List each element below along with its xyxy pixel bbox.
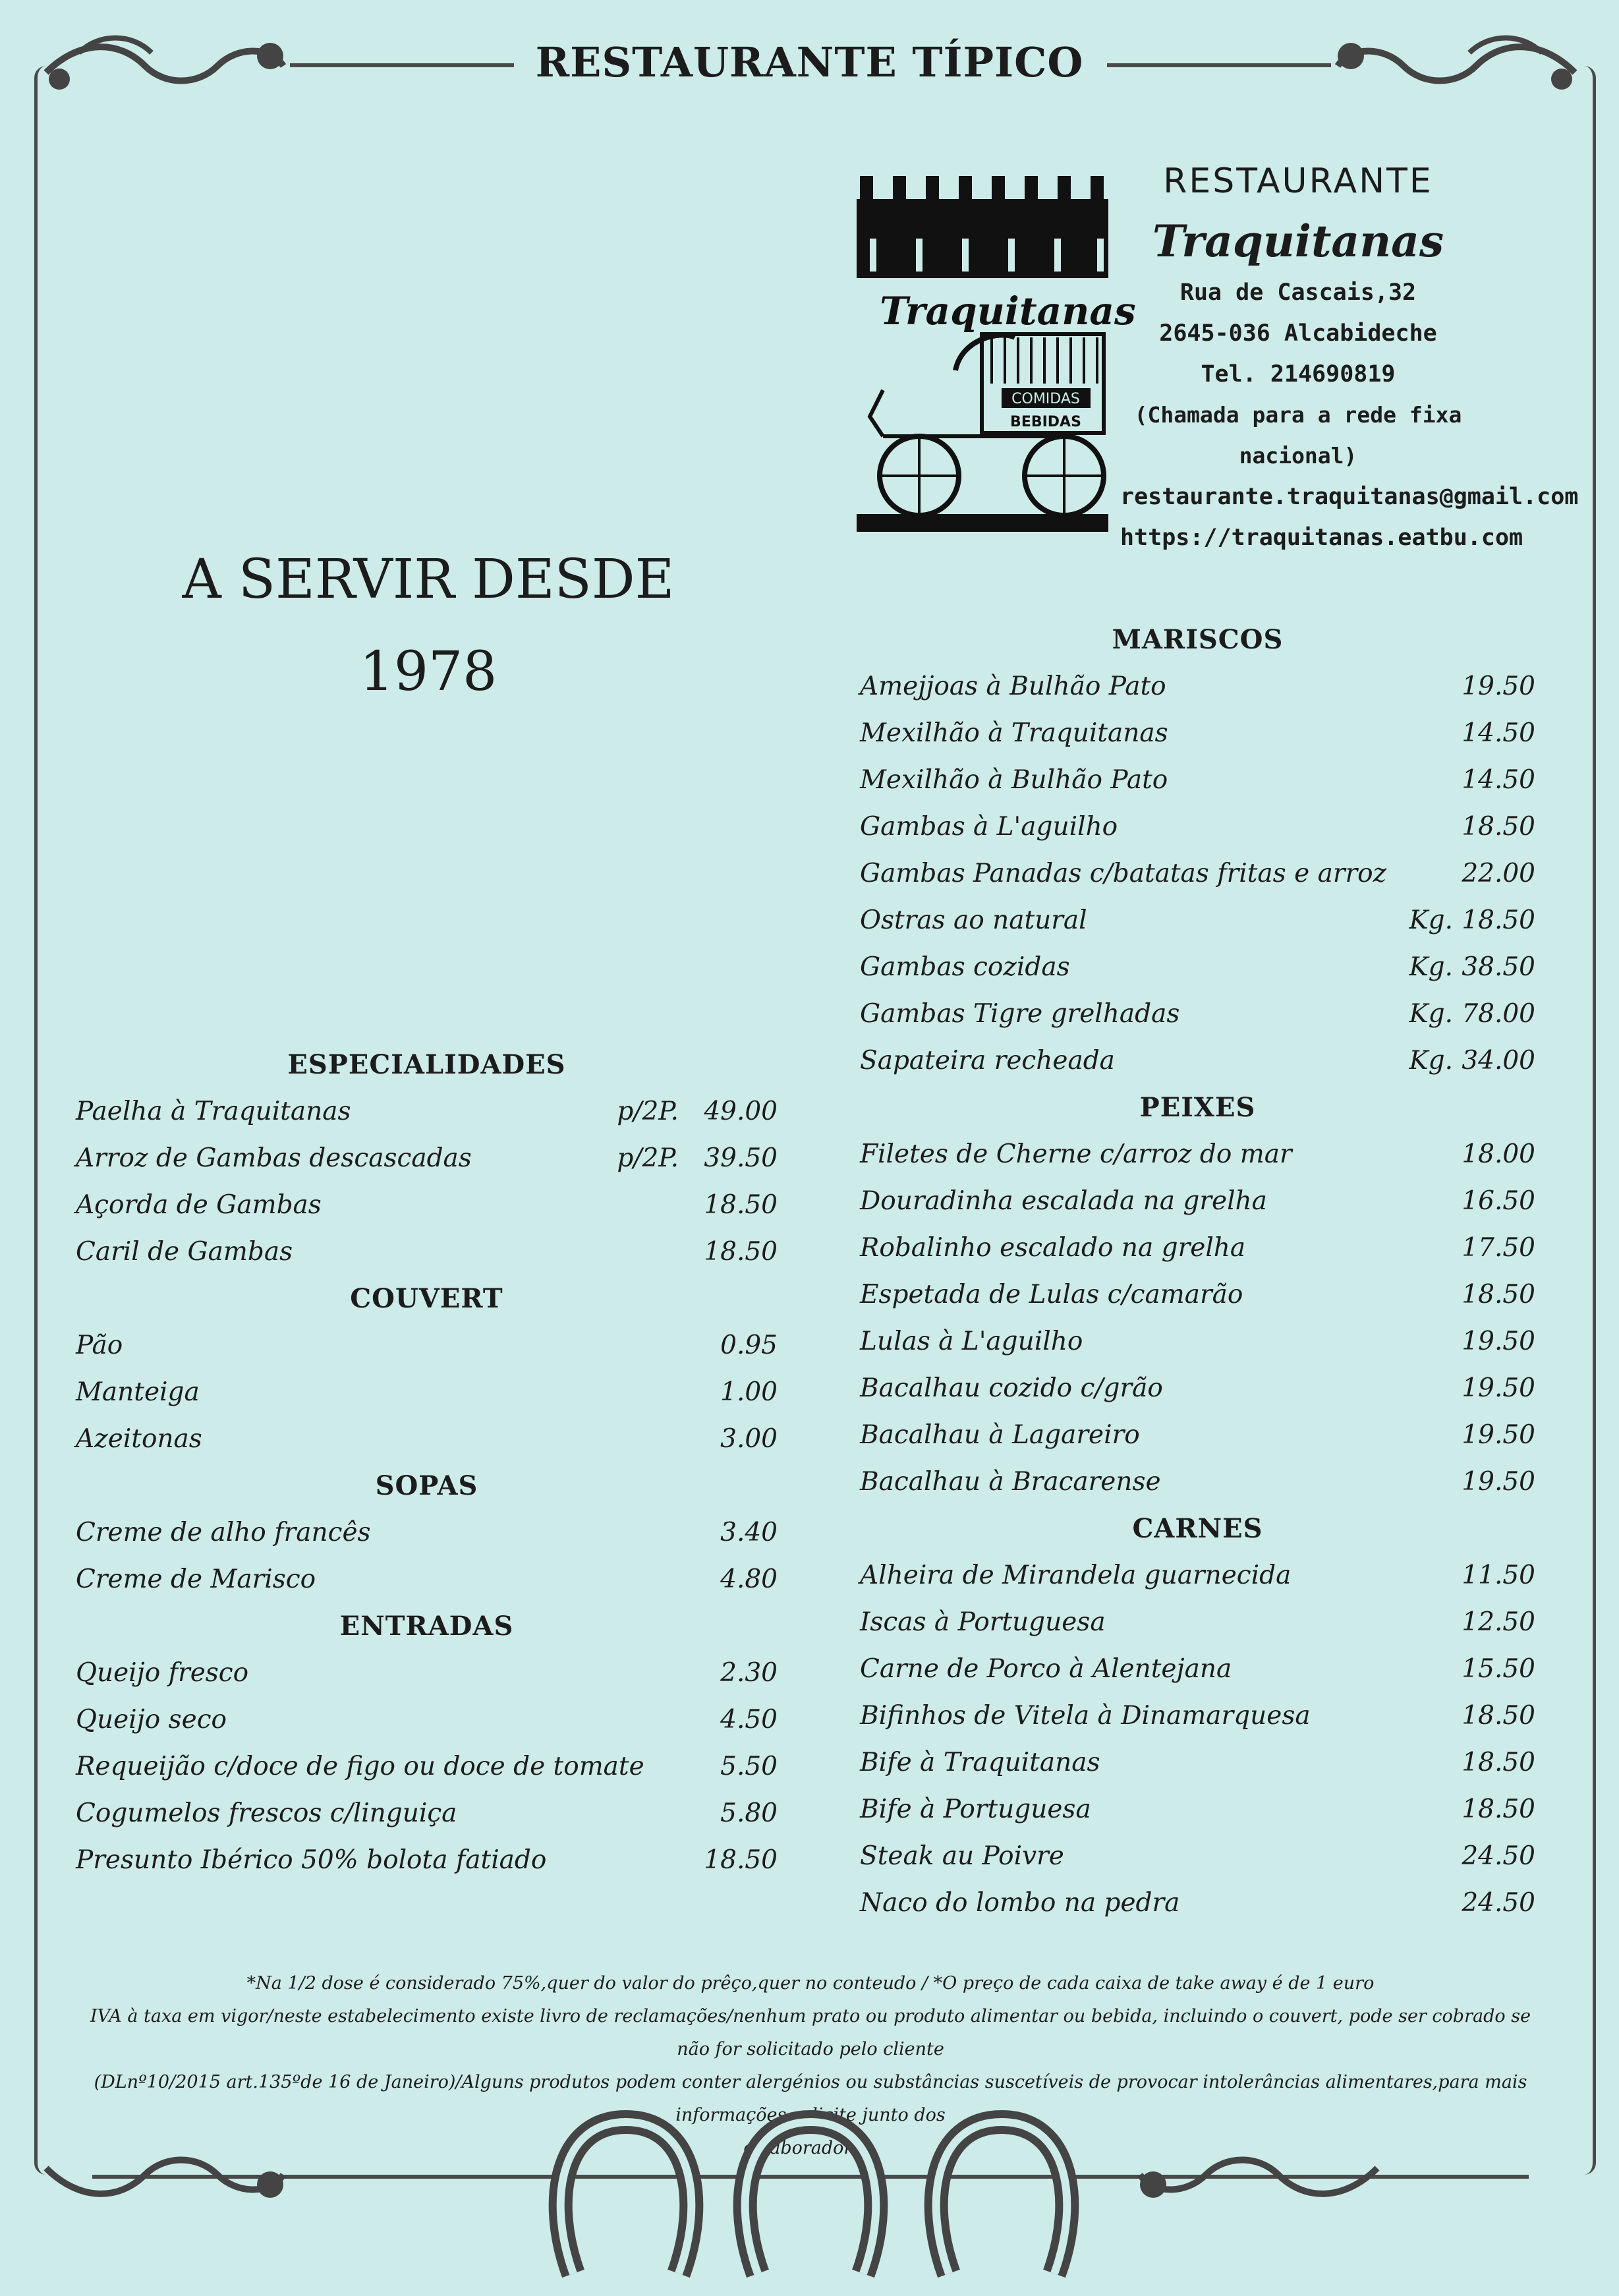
menu-item-name: Gambas à L'aguilho [860, 812, 1118, 842]
menu-item-name: Filetes de Cherne c/arroz do mar [860, 1139, 1292, 1169]
menu-item [860, 1880, 1535, 1926]
horseshoe-icon [923, 2102, 1081, 2280]
menu-item-price: 18.50 [1462, 812, 1535, 842]
menu-item [76, 1369, 778, 1416]
menu-item [860, 1599, 1535, 1646]
menu-item-name: Azeitonas [76, 1424, 202, 1454]
menu-item-name: Bacalhau à Bracarense [860, 1467, 1161, 1497]
menu-item-price: 18.50 [704, 1237, 778, 1267]
menu-item-name: Bife à Traquitanas [860, 1748, 1100, 1777]
menu-item-name: Creme de Marisco [76, 1564, 316, 1594]
menu-column-right [860, 616, 1535, 1926]
restaurant-logo-cart-icon [857, 173, 1136, 532]
menu-item-price: 19.50 [1462, 1373, 1535, 1403]
menu-item-price: 19.50 [1462, 1467, 1535, 1497]
menu-item [76, 1556, 778, 1603]
menu-item-price: 18.50 [1462, 905, 1535, 935]
menu-item-name: Açorda de Gambas [76, 1190, 322, 1220]
address-postcode: 2645-036 Alcabideche [1159, 320, 1437, 347]
menu-item-name: Mexilhão à Traquitanas [860, 718, 1168, 748]
menu-item-name: Manteiga [76, 1377, 200, 1407]
menu-item [860, 1037, 1535, 1084]
menu-item-price: 18.50 [704, 1190, 778, 1220]
menu-item-name: Bifinhos de Vitela à Dinamarquesa [860, 1701, 1311, 1731]
footer-line: *Na 1/2 dose é considerado 75%,quer do valor do prêço,quer no conteudo / *O preço de cada caixa de take away é de 1 euro [246, 1973, 1375, 1994]
menu-item-name: Gambas Tigre grelhadas [860, 999, 1180, 1029]
menu-item-name: Queijo seco [76, 1705, 227, 1735]
menu-item [860, 1786, 1535, 1833]
menu-item-price: 14.50 [1462, 765, 1535, 795]
section-title: SOPAS [375, 1470, 478, 1501]
logo-sign-text: Traquitanas [880, 289, 1136, 333]
serving-since [132, 534, 725, 718]
footer-line: colaboradores. [743, 2138, 878, 2158]
menu-item-name: Espetada de Lulas c/camarão [860, 1280, 1243, 1309]
menu-item [860, 1131, 1535, 1178]
menu-item-price: 3.40 [720, 1518, 778, 1547]
menu-item-price: 18.00 [1462, 1139, 1535, 1169]
footer-line: (DLnº10/2015 art.135ºde 16 de Janeiro)/Alguns produtos podem conter alergénios ou substâncias suscetíveis de provocar intolerâncias alimentares,para mais informações solicite junto dos [94, 2072, 1527, 2125]
menu-item [76, 1182, 778, 1228]
menu-item [76, 1743, 778, 1790]
menu-item [76, 1322, 778, 1369]
menu-item-name: Mexilhão à Bulhão Pato [860, 765, 1168, 795]
menu-item [860, 850, 1535, 897]
menu-item [860, 1552, 1535, 1599]
menu-item-name: Iscas à Portuguesa [860, 1607, 1106, 1637]
page-title: RESTAURANTE TÍPICO [535, 38, 1084, 86]
menu-item-unit: p/2P. [617, 1097, 679, 1126]
menu-item [860, 990, 1535, 1037]
menu-item-price: 19.50 [1462, 1420, 1535, 1450]
menu-item [860, 710, 1535, 757]
menu-item-unit: Kg. [1409, 905, 1453, 935]
restaurant-info [1120, 161, 1579, 558]
menu-item [860, 1458, 1535, 1505]
menu-item-price: 5.80 [720, 1798, 778, 1828]
menu-item-name: Steak au Poivre [860, 1841, 1064, 1871]
menu-item-price: 18.50 [1462, 1280, 1535, 1309]
menu-item-price: 5.50 [720, 1752, 778, 1781]
menu-item [76, 1509, 778, 1556]
menu-item-price: 49.00 [704, 1097, 778, 1126]
menu-item [76, 1135, 778, 1182]
menu-item [860, 1833, 1535, 1880]
menu-item-price: 12.50 [1462, 1607, 1535, 1637]
horseshoe-icon [547, 2102, 705, 2280]
address-street: Rua de Cascais,32 [1179, 279, 1417, 306]
menu-item [860, 944, 1535, 990]
menu-item-name: Ostras ao natural [860, 905, 1087, 935]
menu-item-name: Caril de Gambas [76, 1237, 293, 1267]
menu-item-name: Queijo fresco [76, 1658, 249, 1688]
menu-item-name: Paelha à Traquitanas [76, 1097, 351, 1126]
menu-item-price: 14.50 [1462, 718, 1535, 748]
menu-item [76, 1416, 778, 1462]
menu-item-name: Carne de Porco à Alentejana [860, 1654, 1232, 1684]
menu-item [860, 1224, 1535, 1271]
menu-item-unit: p/2P. [617, 1143, 679, 1173]
restaurant-address [1120, 272, 1579, 558]
menu-item-name: Bacalhau à Lagareiro [860, 1420, 1140, 1450]
menu-item-price: 19.50 [1462, 1327, 1535, 1356]
menu-item-price: 19.50 [1462, 672, 1535, 701]
menu-item [860, 1178, 1535, 1224]
menu-item [860, 1646, 1535, 1692]
menu-item-price: 22.00 [1462, 859, 1535, 888]
menu-item-price: 11.50 [1462, 1561, 1535, 1590]
menu-item-price: 78.00 [1462, 999, 1535, 1029]
menu-item-name: Lulas à L'aguilho [860, 1327, 1083, 1356]
section-title: ESPECIALIDADES [287, 1049, 566, 1080]
menu-item-name: Robalinho escalado na grelha [860, 1233, 1246, 1263]
menu-item [860, 663, 1535, 710]
menu-item [76, 1228, 778, 1275]
menu-item [76, 1696, 778, 1743]
menu-item-name: Arroz de Gambas descascadas [76, 1143, 472, 1173]
menu-item-name: Sapateira recheada [860, 1046, 1115, 1076]
section-title: CARNES [1132, 1513, 1263, 1544]
menu-item-price: 24.50 [1462, 1841, 1535, 1871]
menu-item-price: 0.95 [720, 1331, 778, 1360]
menu-item-name: Pão [76, 1331, 123, 1360]
section-title: COUVERT [350, 1283, 503, 1314]
restaurant-label: RESTAURANTE [1163, 161, 1433, 201]
menu-item-price: 4.50 [720, 1705, 778, 1735]
address-phone-note: (Chamada para a rede fixa nacional) [1134, 402, 1462, 469]
menu-item-name: Bacalhau cozido c/grão [860, 1373, 1163, 1403]
menu-item-name: Cogumelos frescos c/linguiça [76, 1798, 457, 1828]
menu-item-unit: Kg. [1409, 999, 1453, 1029]
menu-item-price: 4.80 [720, 1564, 778, 1594]
menu-item [860, 1271, 1535, 1318]
menu-item-name: Amejjoas à Bulhão Pato [860, 672, 1166, 701]
menu-item-price: 2.30 [720, 1658, 778, 1688]
since-label: A SERVIR DESDE [182, 548, 675, 611]
menu-item [76, 1650, 778, 1696]
menu-item-price: 38.50 [1462, 952, 1535, 982]
menu-item-name: Presunto Ibérico 50% bolota fatiado [76, 1845, 547, 1875]
menu-item-price: 15.50 [1462, 1654, 1535, 1684]
since-year: 1978 [359, 641, 497, 703]
menu-item [76, 1837, 778, 1883]
section-title: ENTRADAS [339, 1611, 514, 1642]
section-title: MARISCOS [1112, 624, 1284, 655]
menu-item [860, 897, 1535, 944]
menu-item [76, 1790, 778, 1837]
address-email: restaurante.traquitanas@gmail.com [1120, 484, 1579, 510]
menu-item-price: 18.50 [1462, 1701, 1535, 1731]
footer-line: IVA à taxa em vigor/neste estabelecimento existe livro de reclamações/nenhum prato ou produto alimentar ou bebida, incluindo o couvert, pode ser cobrado se não for solicitado pelo cliente [90, 2006, 1531, 2059]
menu-item [860, 803, 1535, 850]
menu-item-name: Gambas Panadas c/batatas fritas e arroz [860, 859, 1387, 888]
menu-item [860, 1692, 1535, 1739]
menu-item-price: 17.50 [1462, 1233, 1535, 1263]
menu-item-price: 18.50 [1462, 1794, 1535, 1824]
menu-item-name: Gambas cozidas [860, 952, 1070, 982]
menu-item-price: 3.00 [720, 1424, 778, 1454]
menu-item-name: Bife à Portuguesa [860, 1794, 1091, 1824]
logo-cart-label-1: COMIDAS [1011, 391, 1080, 407]
menu-item-unit: Kg. [1409, 952, 1453, 982]
menu-item [860, 1365, 1535, 1412]
menu-column-left [76, 1041, 778, 1883]
menu-item-unit: Kg. [1409, 1046, 1453, 1076]
menu-item-name: Naco do lombo na pedra [860, 1888, 1180, 1918]
horseshoe-icon [731, 2102, 890, 2280]
address-website: https://traquitanas.eatbu.com [1120, 525, 1523, 551]
menu-item [860, 1739, 1535, 1786]
menu-item-name: Creme de alho francês [76, 1518, 371, 1547]
menu-item-price: 24.50 [1462, 1888, 1535, 1918]
menu-item [860, 1318, 1535, 1365]
menu-item [860, 1412, 1535, 1458]
menu-item-price: 18.50 [1462, 1748, 1535, 1777]
menu-item-price: 39.50 [704, 1143, 778, 1173]
restaurant-name: Traquitanas [1152, 215, 1444, 267]
menu-item-name: Douradinha escalada na grelha [860, 1186, 1267, 1216]
menu-item-price: 34.00 [1462, 1046, 1535, 1076]
menu-item-price: 16.50 [1462, 1186, 1535, 1216]
menu-item-name: Requeijão c/doce de figo ou doce de tomate [76, 1752, 644, 1781]
menu-item-name: Alheira de Mirandela guarnecida [860, 1561, 1292, 1590]
menu-item-price: 1.00 [720, 1377, 778, 1407]
logo-cart-label-2: BEBIDAS [1010, 414, 1081, 430]
section-title: PEIXES [1139, 1092, 1256, 1123]
address-phone: Tel. 214690819 [1201, 361, 1396, 387]
menu-item [860, 757, 1535, 803]
menu-item-price: 18.50 [704, 1845, 778, 1875]
menu-item [76, 1088, 778, 1135]
